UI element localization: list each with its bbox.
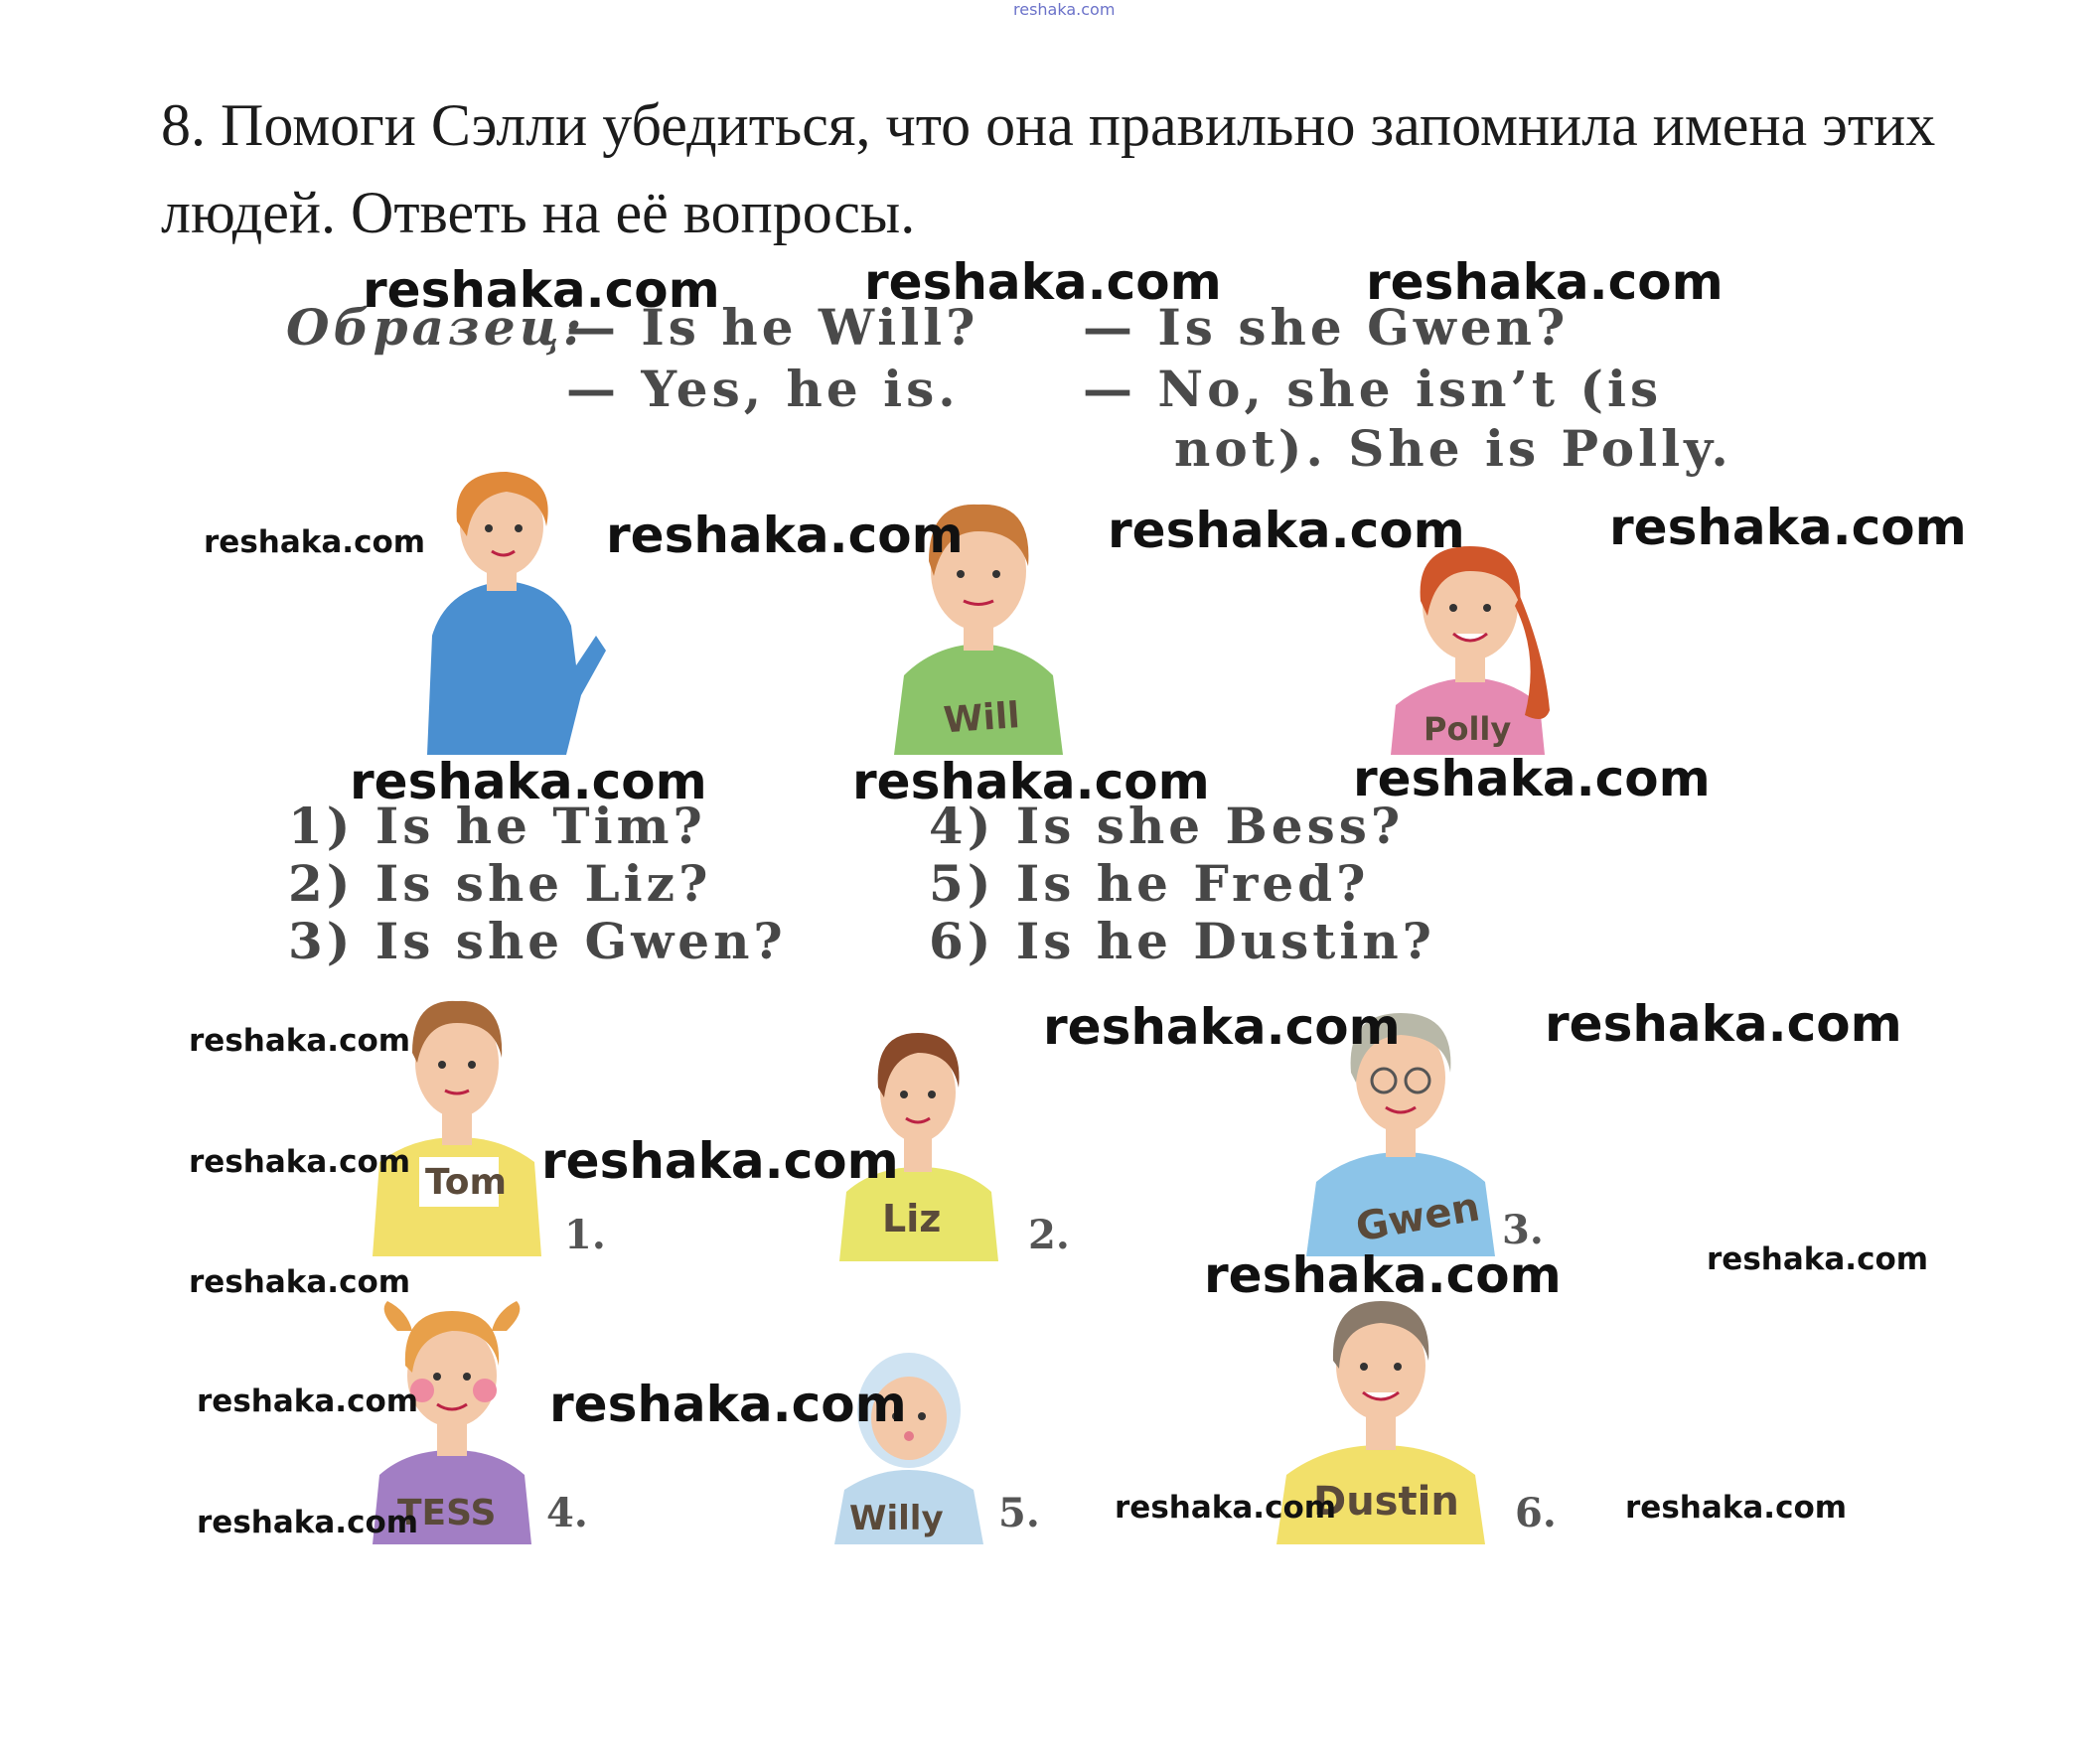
person-5-number: 5.: [998, 1490, 1040, 1536]
watermark: reshaka.com: [852, 753, 1210, 810]
question-2: 2) Is she Liz?: [288, 854, 712, 913]
watermark: reshaka.com: [204, 524, 426, 560]
question-5: 5) Is he Fred?: [929, 854, 1370, 913]
watermark: reshaka.com: [350, 753, 707, 810]
watermark: reshaka.com: [189, 1144, 411, 1180]
sally-illustration: [407, 467, 606, 755]
person-3-shirt-label: Gwen: [1352, 1184, 1483, 1251]
watermark: reshaka.com: [541, 1132, 899, 1190]
top-watermark-link[interactable]: [1013, 0, 1115, 20]
watermark: reshaka.com: [1609, 499, 1967, 556]
task-line-2: людей. Ответь на её вопросы.: [161, 180, 916, 245]
question-1: 1) Is he Tim?: [288, 797, 706, 855]
watermark: reshaka.com: [549, 1376, 907, 1433]
person-6-shirt-label: Dustin: [1313, 1479, 1459, 1525]
person-1-number: 1.: [564, 1212, 606, 1258]
example-answer-2-line-2: not). She is Polly.: [1174, 419, 1732, 478]
person-4-number: 4.: [546, 1490, 588, 1536]
question-3: 3) Is she Gwen?: [288, 912, 787, 970]
question-4: 4) Is she Bess?: [929, 797, 1405, 855]
example-label: Образец:: [286, 298, 586, 357]
watermark: reshaka.com: [1625, 1490, 1848, 1526]
polly-illustration: [1376, 526, 1565, 755]
polly-shirt-label: Polly: [1424, 710, 1512, 748]
watermark: reshaka.com: [189, 1023, 411, 1059]
task-line-1: 8. Помоги Сэлли убедиться, что она правильно запомнила имена этих: [161, 92, 1936, 158]
person-4-shirt-label: TESS: [397, 1493, 497, 1533]
watermark: reshaka.com: [1353, 750, 1711, 807]
person-6-number: 6.: [1515, 1490, 1557, 1536]
watermark: reshaka.com: [363, 261, 720, 319]
watermark: reshaka.com: [606, 507, 964, 564]
example-answer-2-line-1: — No, she isn’t (is: [1083, 360, 1663, 418]
watermark: reshaka.com: [1043, 998, 1401, 1056]
person-1-shirt-label: Tom: [425, 1162, 508, 1203]
example-question-2: — Is she Gwen?: [1083, 298, 1570, 357]
watermark: reshaka.com: [197, 1505, 419, 1540]
watermark: reshaka.com: [197, 1384, 419, 1419]
watermark: reshaka.com: [1108, 502, 1465, 559]
watermark: reshaka.com: [1366, 253, 1724, 311]
watermark: reshaka.com: [1204, 1246, 1562, 1304]
will-shirt-label: Will: [942, 695, 1021, 742]
person-5-illustration: [825, 1331, 993, 1549]
watermark: reshaka.com: [1545, 995, 1902, 1053]
example-answer-1: — Yes, he is.: [566, 360, 960, 418]
watermark: reshaka.com: [1115, 1490, 1337, 1526]
question-6: 6) Is he Dustin?: [929, 912, 1435, 970]
person-5-shirt-label: Willy: [849, 1499, 944, 1538]
watermark: reshaka.com: [1707, 1241, 1929, 1277]
person-2-number: 2.: [1028, 1212, 1070, 1258]
person-3-number: 3.: [1502, 1207, 1544, 1253]
person-2-shirt-label: Liz: [882, 1197, 942, 1240]
task-text: [161, 81, 1949, 256]
top-watermark-text[interactable]: reshaka.com: [1013, 0, 1116, 19]
watermark: reshaka.com: [864, 253, 1222, 311]
example-question-1: — Is he Will?: [566, 298, 979, 357]
watermark: reshaka.com: [189, 1264, 411, 1300]
